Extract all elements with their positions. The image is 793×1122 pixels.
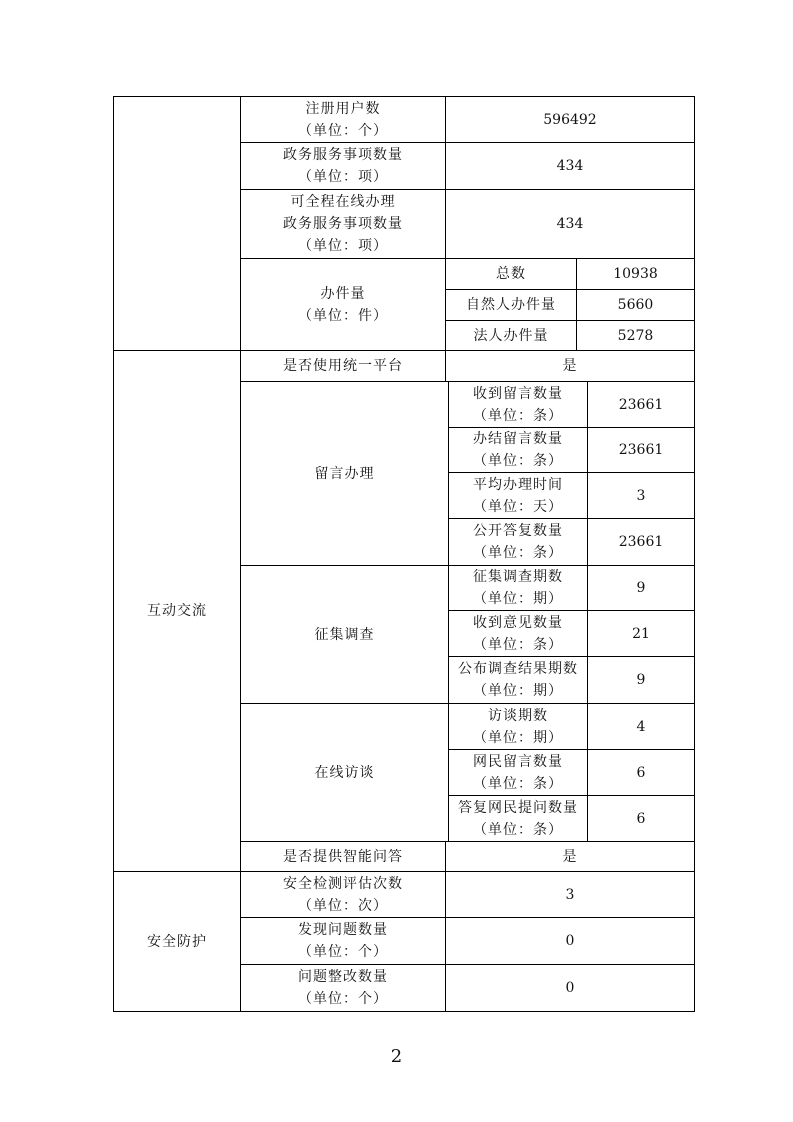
issues-found-value: 0 xyxy=(565,933,575,949)
issues-fixed-label: 问题整改数量 （单位：个） xyxy=(298,969,388,1007)
workload-total-label: 总数 xyxy=(496,266,526,282)
workload-legal-person-label: 法人办件量 xyxy=(473,327,549,344)
unified-platform-label: 是否使用统一平台 xyxy=(283,358,403,374)
average-handling-time-label: 平均办理时间 （单位：天） xyxy=(473,476,563,515)
public-replies-label: 公开答复数量 （单位：条） xyxy=(473,523,563,561)
service-items-value: 434 xyxy=(556,158,584,174)
messages-closed-label: 办结留言数量 （单位：条） xyxy=(473,431,563,469)
survey-label: 征集调查 xyxy=(314,626,375,643)
public-replies-value: 23661 xyxy=(618,534,664,550)
netizen-replies-label: 答复网民提问数量 （单位：条） xyxy=(458,799,578,838)
online-interview-label: 在线访谈 xyxy=(314,764,375,781)
message-handling-label: 留言办理 xyxy=(314,465,375,482)
opinions-received-label: 收到意见数量 （单位：条） xyxy=(473,614,563,653)
interview-periods-label: 访谈期数 （单位：期） xyxy=(473,707,563,746)
page-number: 2 xyxy=(390,1046,403,1067)
messages-received-label: 收到留言数量 （单位：条） xyxy=(473,385,563,424)
workload-label: 办件量 （单位：件） xyxy=(298,285,388,324)
workload-natural-person-value: 5660 xyxy=(617,297,654,313)
security-checks-label: 安全检测评估次数 （单位：次） xyxy=(283,875,403,914)
netizen-replies-value: 6 xyxy=(636,810,646,827)
unified-platform-value: 是 xyxy=(562,358,578,374)
registered-users-value: 596492 xyxy=(543,111,597,128)
security-section-title: 安全防护 xyxy=(147,933,207,950)
registered-users-label: 注册用户数 （单位：个） xyxy=(298,100,388,139)
interview-periods-value: 4 xyxy=(636,718,646,735)
netizen-messages-label: 网民留言数量 （单位：条） xyxy=(473,753,563,792)
survey-results-label: 公布调查结果期数 （单位：期） xyxy=(458,661,578,699)
workload-natural-person-label: 自然人办件量 xyxy=(466,297,556,313)
messages-closed-value: 23661 xyxy=(618,442,664,458)
survey-results-value: 9 xyxy=(636,672,646,688)
online-service-items-label: 可全程在线办理 政务服务事项数量 （单位：项） xyxy=(283,194,403,254)
workload-total-value: 10938 xyxy=(613,266,658,282)
interaction-section-title: 互动交流 xyxy=(147,603,207,619)
smart-qa-label: 是否提供智能问答 xyxy=(283,848,403,865)
messages-received-value: 23661 xyxy=(618,396,664,413)
workload-legal-person-value: 5278 xyxy=(617,327,654,344)
netizen-messages-value: 6 xyxy=(636,764,646,781)
smart-qa-value: 是 xyxy=(562,848,578,865)
issues-fixed-value: 0 xyxy=(565,980,575,996)
issues-found-label: 发现问题数量 （单位：个） xyxy=(298,922,388,960)
service-items-label: 政务服务事项数量 （单位：项） xyxy=(283,147,403,185)
opinions-received-value: 21 xyxy=(632,625,650,642)
security-checks-value: 3 xyxy=(565,886,575,903)
survey-periods-value: 9 xyxy=(636,580,646,596)
survey-periods-label: 征集调查期数 （单位：期） xyxy=(473,569,563,607)
online-service-items-value: 434 xyxy=(556,216,584,232)
average-handling-time-value: 3 xyxy=(636,487,646,504)
